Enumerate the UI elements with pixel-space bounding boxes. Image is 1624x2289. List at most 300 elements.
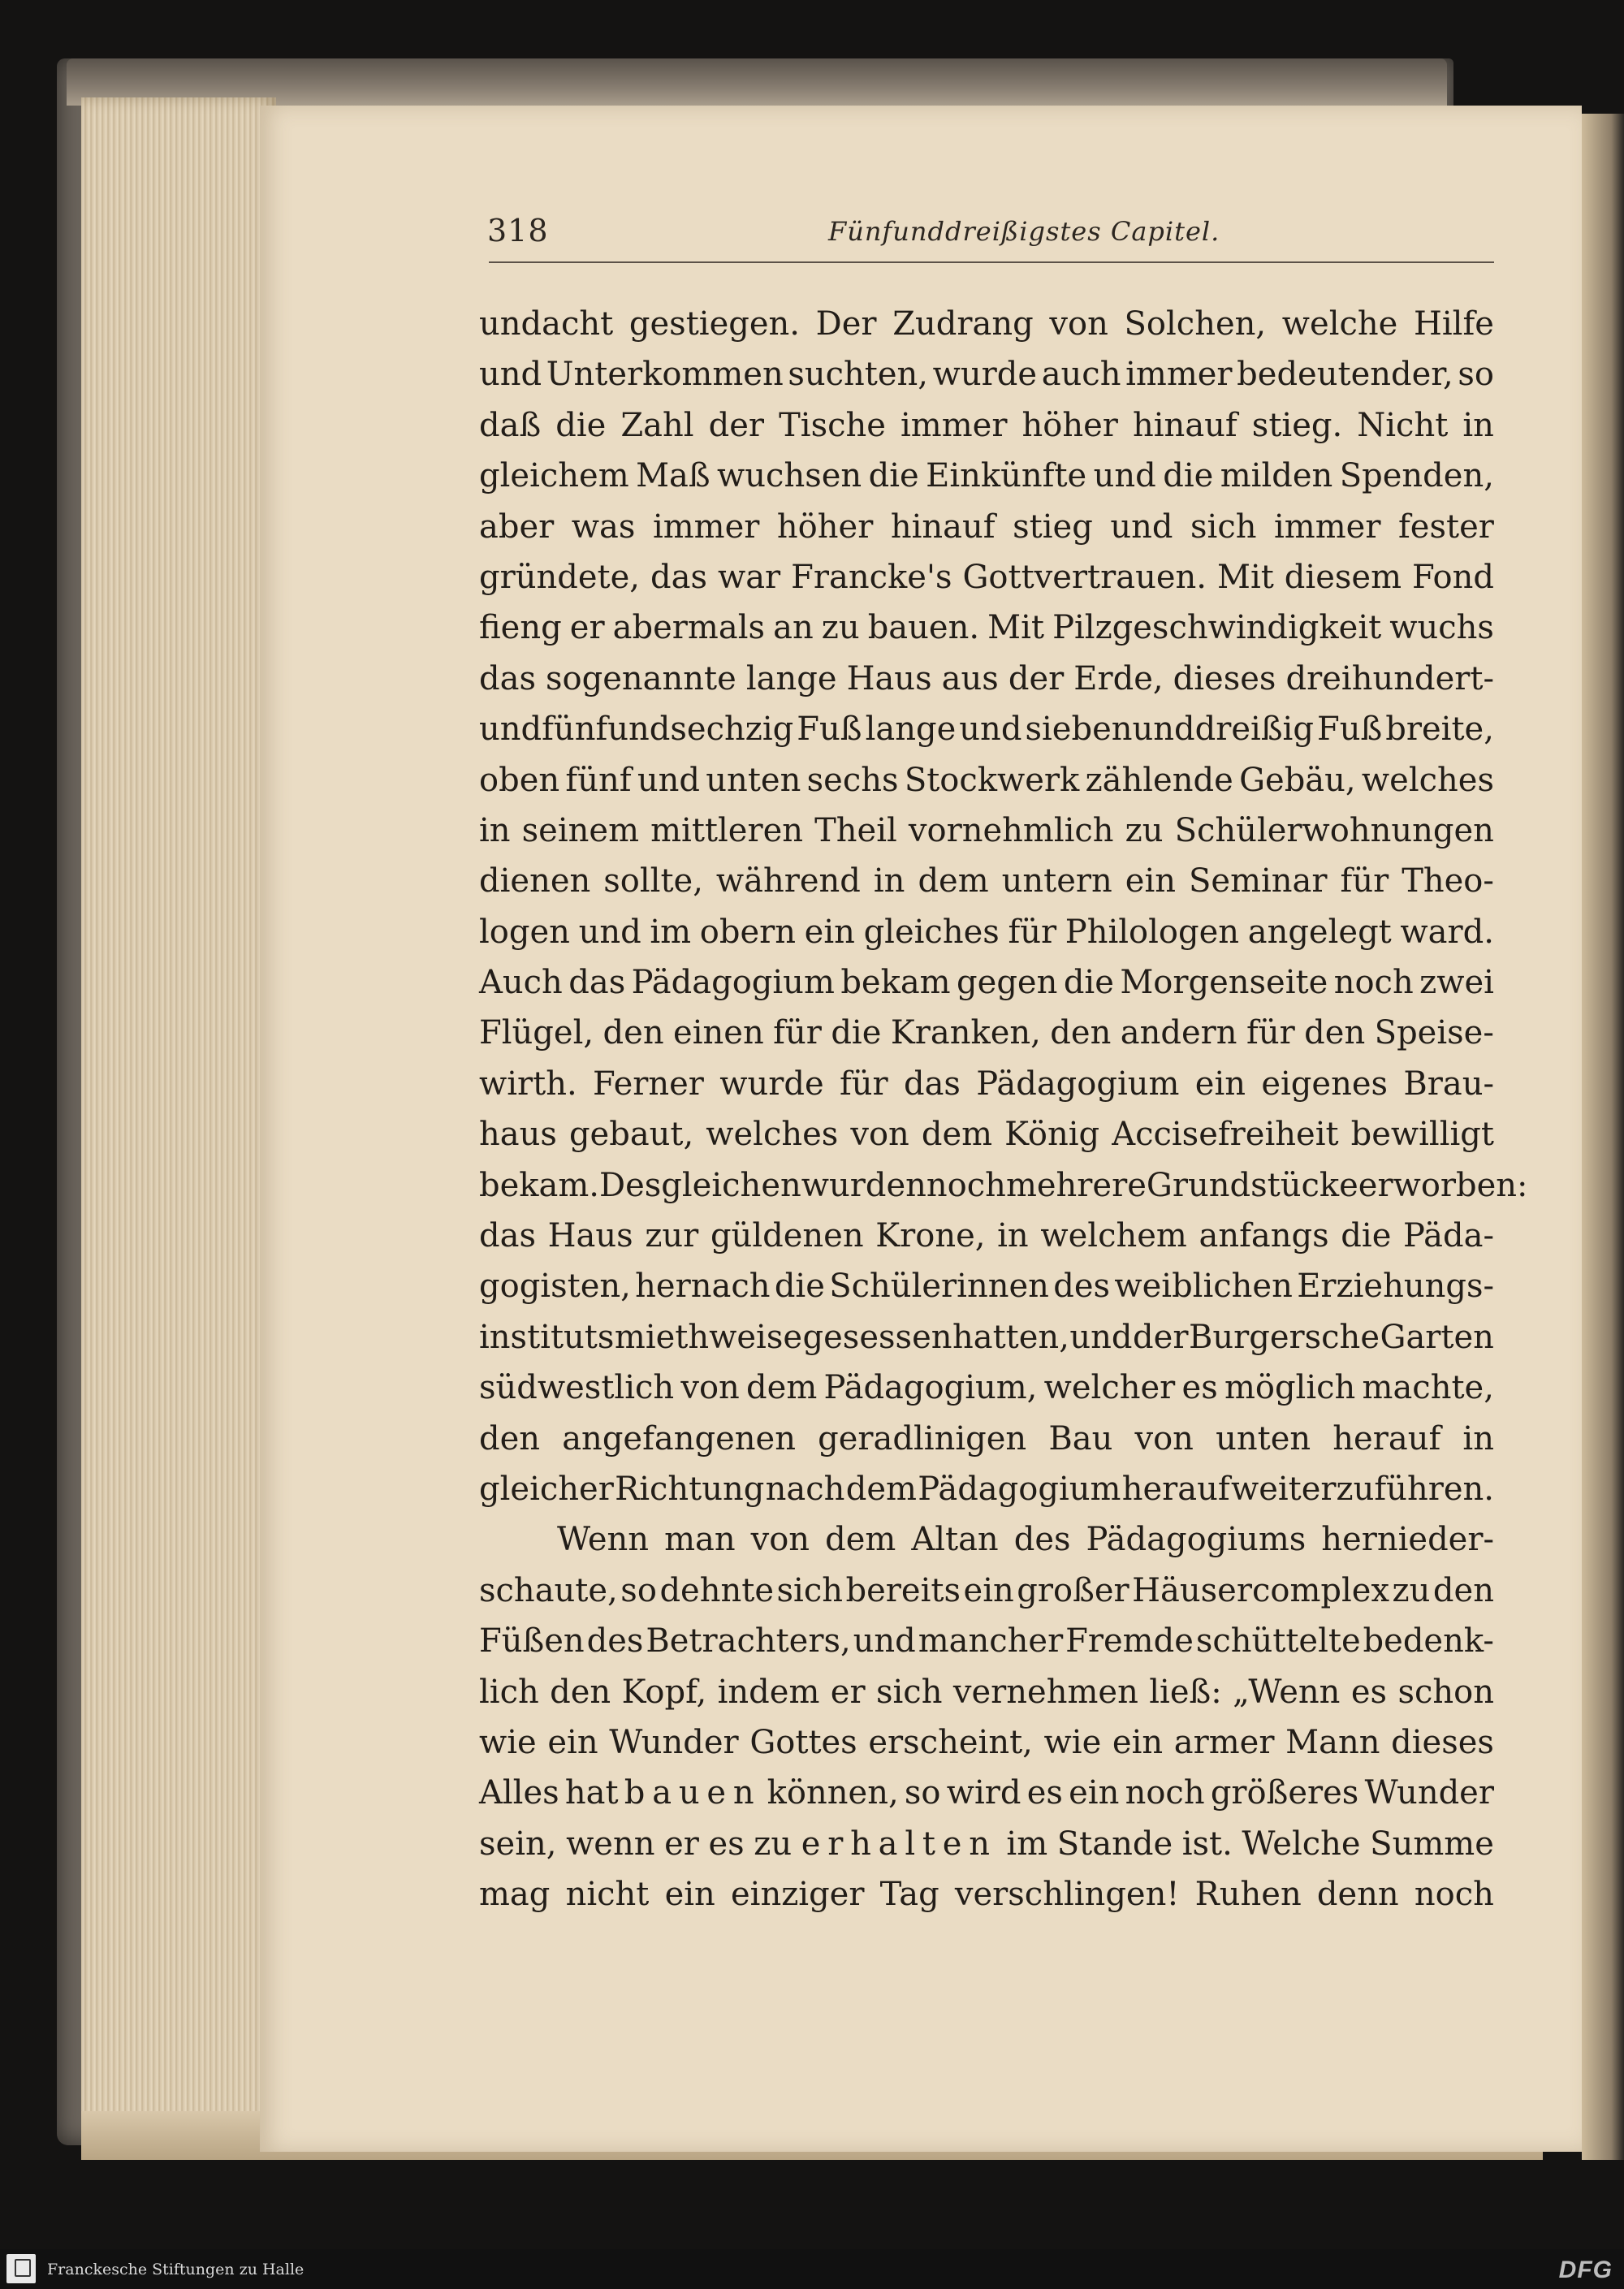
text-line (479, 1768, 1494, 1818)
word: Wunder (1364, 1774, 1494, 1812)
word: mancher (918, 1622, 1064, 1661)
word: den (1432, 1571, 1494, 1609)
text-line (479, 400, 1494, 451)
word: stieg. (1251, 406, 1343, 444)
word: Nicht (1357, 406, 1449, 444)
word: welchem (1040, 1217, 1187, 1255)
word: die (555, 406, 607, 444)
word: können, (767, 1774, 899, 1812)
word: während (715, 862, 861, 900)
word: wie (1043, 1723, 1102, 1761)
institution-logo-icon (6, 2254, 36, 2283)
word: Speise- (1374, 1014, 1494, 1052)
word: armer (1173, 1723, 1275, 1761)
word: geradlinigen (818, 1419, 1027, 1458)
word: siebenunddreißig (1025, 710, 1314, 749)
institution-name: Franckesche Stiftungen zu Halle (47, 2261, 304, 2278)
word: sich (1190, 507, 1257, 546)
word: der (1008, 659, 1065, 697)
word: in (997, 1217, 1029, 1255)
word: dem (918, 862, 989, 900)
word: an (773, 609, 814, 647)
word: erhalten (801, 1825, 997, 1863)
text-line (479, 907, 1494, 957)
word: Pädagogium (976, 1065, 1180, 1103)
word: zur (645, 1217, 699, 1255)
word: nach (765, 1470, 845, 1508)
word: und (959, 710, 1022, 749)
word: nicht (565, 1876, 650, 1914)
word: angelegt (1247, 913, 1392, 951)
text-line (479, 349, 1494, 399)
word: Unterkommen (546, 356, 784, 394)
word: Kranken, (890, 1014, 1041, 1052)
word: ein (1194, 1065, 1246, 1103)
word: Kopf, (621, 1673, 707, 1711)
word: von (1049, 305, 1108, 343)
word: Richtung (615, 1470, 765, 1508)
word: der (1133, 1318, 1189, 1356)
word: Einkünfte (926, 457, 1087, 495)
word: und (1069, 1318, 1133, 1356)
word: das (650, 558, 707, 596)
word: Pädagogium, (823, 1369, 1038, 1407)
page-number: 318 (487, 213, 549, 248)
word: dem (746, 1369, 818, 1407)
word: sich (776, 1571, 843, 1609)
word: wie (479, 1723, 537, 1761)
word: aus (941, 659, 999, 697)
word: obern (699, 913, 797, 951)
word: sechs (806, 761, 899, 799)
word: er (569, 609, 605, 647)
word: fester (1398, 507, 1494, 546)
running-head (487, 213, 1494, 255)
word: immer (901, 406, 1008, 444)
word: Zudrang (892, 305, 1034, 343)
word: dem (825, 1521, 896, 1559)
word: untern (1001, 862, 1112, 900)
word: und (578, 913, 641, 951)
word: größeres (1210, 1774, 1359, 1812)
word: dienen (479, 862, 591, 900)
text-line (479, 805, 1494, 856)
text-line (479, 1261, 1494, 1311)
word: ein (547, 1723, 598, 1761)
word: ein (1112, 1723, 1164, 1761)
word: Tische (779, 406, 886, 444)
word: ein (804, 913, 855, 951)
word: unten (1216, 1419, 1311, 1458)
word: die (831, 1014, 882, 1052)
word: Theo- (1402, 862, 1494, 900)
word: lich (479, 1673, 539, 1711)
page-stack-edges (81, 97, 276, 2160)
word: man (664, 1521, 736, 1559)
word: von (850, 1116, 909, 1154)
text-line (479, 1464, 1494, 1514)
word: Erde, (1073, 659, 1164, 697)
text-line (479, 1819, 1494, 1869)
word: erscheint, (868, 1723, 1033, 1761)
word: fieng (479, 609, 562, 647)
word: suchten, (788, 356, 929, 394)
text-line (479, 1363, 1494, 1413)
word: diesem (1284, 558, 1402, 596)
word: zählende (1085, 761, 1233, 799)
word: den (479, 1419, 541, 1458)
word: oben (479, 761, 560, 799)
word: wird (946, 1774, 1021, 1812)
word: Morgenseite (1120, 964, 1328, 1002)
word: Wunder (609, 1723, 739, 1761)
word: Gottes (749, 1723, 857, 1761)
word: Grundstücke (1146, 1166, 1358, 1204)
header-rule (489, 261, 1494, 263)
word: bewilligt (1350, 1116, 1494, 1154)
word: schüttelte (1195, 1622, 1361, 1661)
word: Gebäu, (1239, 761, 1356, 799)
word: herauf (1121, 1470, 1230, 1508)
word: Mit (987, 609, 1044, 647)
word: stieg (1013, 507, 1093, 546)
word: noch (1414, 1876, 1494, 1914)
word: gleiches (863, 913, 1000, 951)
word: haus (479, 1116, 557, 1154)
word: bauen. (867, 609, 980, 647)
word: die (1341, 1217, 1392, 1255)
word: auch (1041, 356, 1121, 394)
word: breite, (1385, 710, 1494, 749)
word: bedenk- (1363, 1622, 1494, 1661)
word: Maß (636, 457, 710, 495)
word: erworben: (1358, 1166, 1528, 1204)
word: das (479, 1217, 536, 1255)
word: Burgersche (1188, 1318, 1380, 1356)
word: so (904, 1774, 941, 1812)
text-line (479, 1717, 1494, 1768)
word: in (873, 862, 905, 900)
word: Gottvertrauen. (962, 558, 1207, 596)
word: von (1134, 1419, 1194, 1458)
word: undfünfundsechzig (479, 710, 794, 749)
word: zu (821, 609, 860, 647)
word: der (708, 406, 765, 444)
word: Pädagogium (918, 1470, 1121, 1508)
word: den (550, 1673, 611, 1711)
word: dem (845, 1470, 917, 1508)
word: und (853, 1622, 916, 1661)
word: und (479, 356, 542, 394)
text-line (479, 704, 1494, 754)
word: anfangs (1199, 1217, 1329, 1255)
word: zu (1125, 811, 1164, 849)
word: Betrachters, (646, 1622, 851, 1661)
word: Fremde (1065, 1622, 1194, 1661)
word: verschlingen! (954, 1876, 1180, 1914)
word: und (637, 761, 700, 799)
word: Erziehungs- (1297, 1268, 1494, 1306)
text-line (479, 755, 1494, 805)
word: mittleren (650, 811, 803, 849)
word: immer (1274, 507, 1381, 546)
word: immer (1125, 356, 1233, 394)
word: ein (664, 1876, 715, 1914)
word: weiterzuführen. (1230, 1470, 1494, 1508)
word: Tag (879, 1876, 939, 1914)
word: logen (479, 913, 570, 951)
word: dem (921, 1116, 993, 1154)
word: es (708, 1825, 745, 1863)
text-line (479, 957, 1494, 1008)
word: gogisten, (479, 1268, 631, 1306)
word: so (620, 1571, 657, 1609)
word: Solchen, (1124, 305, 1267, 343)
viewer-footer (0, 2249, 1624, 2289)
word: Stockwerk (904, 761, 1080, 799)
word: bekam (840, 964, 951, 1002)
word: für (1340, 862, 1389, 900)
word: für (1246, 1014, 1295, 1052)
word: bauen (624, 1774, 762, 1812)
word: Schülerwohnungen (1174, 811, 1494, 849)
text-line (479, 1008, 1494, 1058)
word: sogenannte (546, 659, 736, 697)
word: Flügel, (479, 1014, 594, 1052)
word: das (479, 659, 536, 697)
text-line (479, 1616, 1494, 1666)
word: Mit (1216, 558, 1274, 596)
word: im (1006, 1825, 1048, 1863)
word: herauf (1332, 1419, 1441, 1458)
word: ward. (1400, 913, 1494, 951)
word: in (1462, 406, 1494, 444)
word: Seminar (1189, 862, 1328, 900)
word: Welche (1242, 1825, 1361, 1863)
word: gleicher (479, 1470, 614, 1508)
word: Summe (1370, 1825, 1494, 1863)
word: ist. (1181, 1825, 1233, 1863)
word: für (1008, 913, 1057, 951)
word: dieses (1391, 1723, 1494, 1761)
word: dreihundert- (1285, 659, 1494, 697)
text-line (479, 552, 1494, 602)
word: das (903, 1065, 961, 1103)
text-line (479, 602, 1494, 653)
text-line (479, 1566, 1494, 1616)
word: einen (673, 1014, 764, 1052)
word: miethweise (614, 1318, 803, 1356)
word: welches (1361, 761, 1494, 799)
word: gebaut, (568, 1116, 694, 1154)
word: Pädagogium (631, 964, 835, 1002)
word: die (1163, 457, 1214, 495)
chapter-title: Fünfunddreißigstes Capitel. (828, 216, 1220, 247)
word: Auch (479, 964, 563, 1002)
word: Pädagogiums (1086, 1521, 1307, 1559)
word: und (1110, 507, 1173, 546)
word: ein (1069, 1774, 1120, 1812)
word: weiblichen (1114, 1268, 1293, 1306)
word: es (1350, 1673, 1388, 1711)
word: hinauf (890, 507, 996, 546)
word: machte, (1362, 1369, 1494, 1407)
word: die (774, 1268, 825, 1306)
word: von (750, 1521, 810, 1559)
word: zu (754, 1825, 793, 1863)
word: König (1004, 1116, 1100, 1154)
text-line (479, 451, 1494, 501)
word: Theil (814, 811, 897, 849)
word: Wenn (557, 1521, 650, 1559)
text-line (479, 856, 1494, 906)
word: milden (1220, 457, 1333, 495)
word: es (1181, 1369, 1218, 1407)
word: sein, (479, 1825, 557, 1863)
word: den (1050, 1014, 1112, 1052)
word: Fond (1411, 558, 1494, 596)
word: höher (776, 507, 874, 546)
word: gegen (957, 964, 1058, 1002)
word: so (1458, 356, 1494, 394)
word: bedeutender, (1237, 356, 1453, 394)
word: wirth. (479, 1065, 577, 1103)
word: er (664, 1825, 699, 1863)
word: Bau (1048, 1419, 1113, 1458)
word: sollte, (603, 862, 703, 900)
word: dehnte (659, 1571, 774, 1609)
word: angefangenen (562, 1419, 796, 1458)
word: zu (1392, 1571, 1431, 1609)
word: Der (815, 305, 877, 343)
word: denn (1316, 1876, 1399, 1914)
word: Mann (1285, 1723, 1380, 1761)
word: vornehmlich (908, 811, 1114, 849)
word: wurden (801, 1166, 926, 1204)
word: Ferner (593, 1065, 704, 1103)
text-line (479, 654, 1494, 704)
word: wurde (719, 1065, 824, 1103)
word: in (479, 811, 511, 849)
word: hernach (635, 1268, 771, 1306)
word: eigenes (1261, 1065, 1389, 1103)
word: undacht (479, 305, 614, 343)
text-line (479, 1211, 1494, 1261)
word: die (1063, 964, 1114, 1002)
word: Häusercomplex (1132, 1571, 1390, 1609)
word: Alles (479, 1774, 559, 1812)
word: lange (745, 659, 837, 697)
word: möglich (1224, 1369, 1356, 1407)
word: indem (717, 1673, 820, 1711)
word: Zahl (620, 406, 694, 444)
word: wuchs (1389, 609, 1494, 647)
word: aber (479, 507, 555, 546)
word: ein (1125, 862, 1177, 900)
text-line (479, 1869, 1494, 1920)
word: ein (963, 1571, 1014, 1609)
page-right-edge (1582, 114, 1624, 2160)
word: den (1304, 1014, 1366, 1052)
word: des (586, 1622, 644, 1661)
word: andern (1120, 1014, 1237, 1052)
word: Stande (1056, 1825, 1173, 1863)
word: lange (865, 710, 957, 749)
word: es (1026, 1774, 1063, 1812)
word: instituts (479, 1318, 615, 1356)
word: des (1013, 1521, 1071, 1559)
word: ließ: (1149, 1673, 1222, 1711)
word: sich (875, 1673, 943, 1711)
text-line (479, 1312, 1494, 1363)
word: für (839, 1065, 888, 1103)
word: Accisefreiheit (1112, 1116, 1339, 1154)
word: die (868, 457, 919, 495)
word: gestiegen. (628, 305, 800, 343)
text-line (479, 1109, 1494, 1160)
word: das (568, 964, 626, 1002)
text-line (479, 299, 1494, 349)
word: schaute, (479, 1571, 618, 1609)
word: er (830, 1673, 866, 1711)
word: wenn (566, 1825, 655, 1863)
text-line (479, 502, 1494, 552)
word: gleichem (479, 457, 629, 495)
word: Haus (846, 659, 932, 697)
word: noch (1333, 964, 1414, 1002)
word: war (717, 558, 781, 596)
word: den (603, 1014, 664, 1052)
word: einziger (730, 1876, 865, 1914)
word: Philologen (1065, 913, 1240, 951)
word: wurde (932, 356, 1038, 394)
word: bekam. (479, 1166, 600, 1204)
word: zwei (1419, 964, 1494, 1002)
word: Brau- (1403, 1065, 1494, 1103)
word: noch (926, 1166, 1006, 1204)
word: Ruhen (1194, 1876, 1302, 1914)
word: bereits (845, 1571, 961, 1609)
word: im (650, 913, 692, 951)
word: Garten (1380, 1318, 1494, 1356)
word: Fuß (797, 710, 862, 749)
word: hernieder- (1321, 1521, 1494, 1559)
text-line (479, 1160, 1528, 1211)
word: Francke's (791, 558, 952, 596)
word: Haus (547, 1217, 633, 1255)
word: welcher (1043, 1369, 1176, 1407)
word: schon (1397, 1673, 1494, 1711)
word: vernehmen (952, 1673, 1138, 1711)
text-line (479, 1667, 1494, 1717)
word: hinauf (1133, 406, 1237, 444)
word: wuchsen (717, 457, 862, 495)
word: seinem (521, 811, 640, 849)
word: des (1053, 1268, 1111, 1306)
word: immer (652, 507, 760, 546)
word: Füßen (479, 1622, 585, 1661)
word: und (1093, 457, 1156, 495)
word: großer (1017, 1571, 1129, 1609)
word: was (571, 507, 636, 546)
word: gründete, (479, 558, 640, 596)
word: „Wenn (1233, 1673, 1341, 1711)
word: Hilfe (1414, 305, 1494, 343)
word: Altan (911, 1521, 999, 1559)
text-line (479, 1414, 1494, 1464)
word: Krone, (875, 1217, 986, 1255)
word: Pilzgeschwindigkeit (1052, 609, 1382, 647)
